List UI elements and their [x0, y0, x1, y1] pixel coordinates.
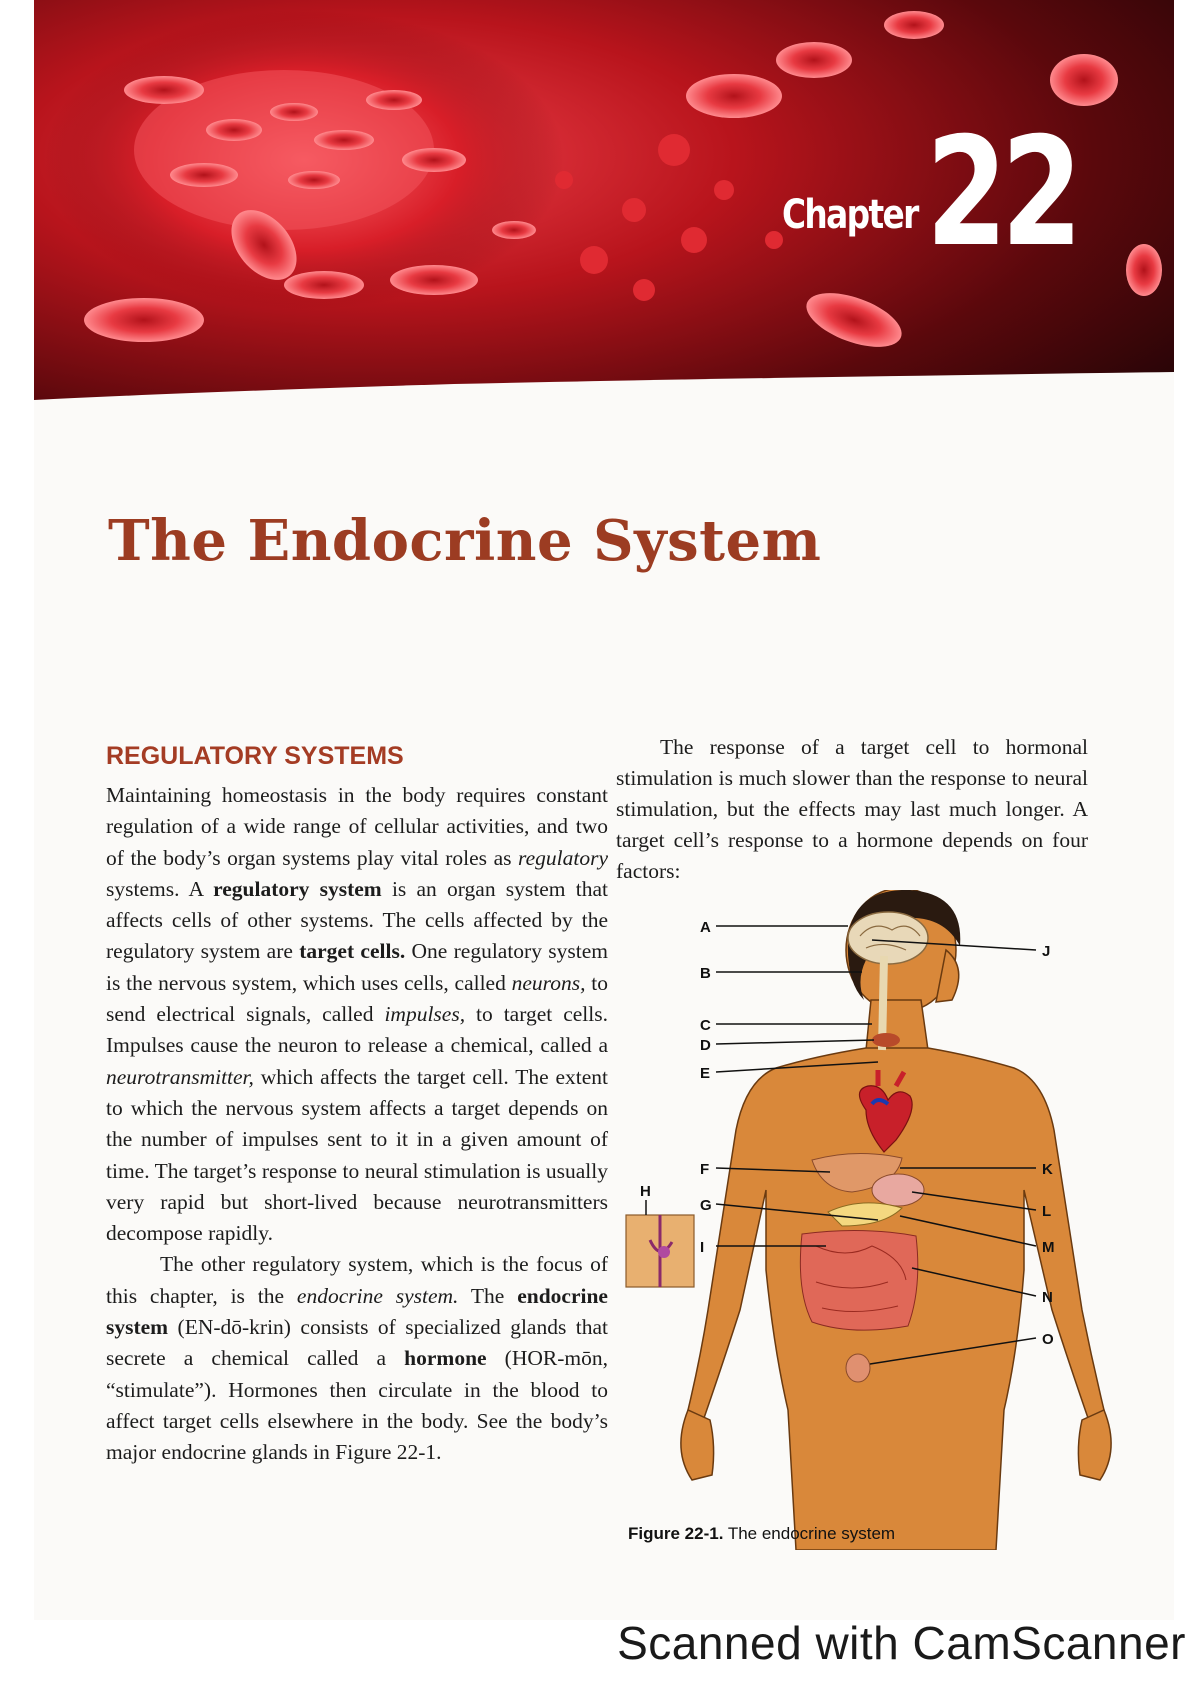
book-page: [34, 0, 1174, 1620]
scanner-watermark: Scanned with CamScanner: [617, 1617, 1186, 1669]
figure-caption-text: The endocrine system: [723, 1524, 896, 1543]
body-silhouette: [681, 890, 1111, 1550]
chapter-number: 22: [926, 106, 1077, 280]
stomach: [872, 1174, 924, 1206]
text-run: neurons,: [511, 970, 586, 995]
text-run: endocrine system.: [296, 1283, 459, 1308]
left-column: [106, 780, 608, 1469]
paragraph-regulatory-systems: [106, 780, 608, 1249]
human-body-diagram: [616, 890, 1126, 1550]
text-run: (EN-dō-krin) consists of specialized glands that secrete a chemical called a: [106, 1315, 608, 1371]
chapter-label: Chapter: [782, 192, 918, 238]
text-run: impulses,: [384, 1002, 466, 1027]
label-o: O: [1042, 1331, 1054, 1348]
label-b: B: [700, 965, 711, 982]
figure-caption: [628, 1524, 895, 1544]
text-run: is an organ system that affects cells of other systems. The cells affected by the regulatory system are: [106, 876, 608, 964]
label-e: E: [700, 1065, 711, 1082]
paragraph-endocrine-system: [106, 1249, 608, 1468]
label-j: J: [1042, 943, 1051, 960]
text-run: neurotransmitter,: [106, 1064, 254, 1089]
text-run: The other regulatory system, which is the focus of this chapter, is the: [106, 1252, 608, 1308]
text-run: (HOR-mōn, “stimulate”). Hormones then circulate in the blood to affect target cells elsewhere in the body. See the body’s major endocrine glands in Figure 22-1.: [106, 1346, 608, 1465]
text-run: endocrine system: [106, 1283, 608, 1340]
chapter-banner: [34, 0, 1174, 445]
label-i: I: [700, 1239, 705, 1256]
label-k: K: [1042, 1161, 1053, 1178]
figure-caption-number: Figure 22-1.: [628, 1524, 724, 1543]
text-run: The: [458, 1283, 518, 1308]
thyroid-gland: [872, 1033, 900, 1047]
figure-labels-left: [640, 919, 712, 1256]
label-n: N: [1042, 1289, 1053, 1306]
page-title: The Endocrine System: [108, 508, 822, 574]
text-run: systems. A: [106, 876, 214, 901]
label-f: F: [700, 1161, 710, 1178]
text-run: to send electrical signals, called: [106, 970, 608, 1027]
brain: [848, 912, 928, 964]
section-heading: REGULATORY SYSTEMS: [106, 742, 404, 770]
text-run: which affects the target cell. The extent to which the nervous system affects a target depends on the number of impulses sent to it in a given amount of time. The target’s response to neural stimulation is usually very rapid but short-lived because neurotransmitters decompose rapidly.: [106, 1064, 608, 1246]
testes: [846, 1354, 870, 1382]
text-run: Maintaining homeostasis in the body requires constant regulation of a wide range of cellular activities, and two of the body’s organ systems play vital roles as: [106, 783, 608, 870]
text-run: target cells.: [299, 939, 406, 964]
label-a: A: [700, 919, 711, 936]
label-c: C: [700, 1017, 711, 1034]
paragraph-target-cell-response: The response of a target cell to hormonal stimulation is much slower than the response to neural stimulation, but the effects may last much longer. A target cell’s response to a hormone depends on four factors:: [616, 735, 1088, 883]
text-run: to target cells. Impulses cause the neuron to release a chemical, called a: [106, 1002, 608, 1058]
text-run: regulatory: [518, 845, 608, 870]
label-h: H: [640, 1183, 651, 1200]
text-run: hormone: [404, 1346, 487, 1371]
text-run: One regulatory system is the nervous system, which uses cells, called: [106, 939, 608, 995]
label-l: L: [1042, 1203, 1052, 1220]
label-d: D: [700, 1037, 711, 1054]
label-g: G: [700, 1197, 712, 1214]
label-m: M: [1042, 1239, 1055, 1256]
text-run: regulatory system: [213, 876, 382, 901]
right-column: [616, 732, 1088, 887]
endocrine-system-figure: [616, 890, 1126, 1550]
